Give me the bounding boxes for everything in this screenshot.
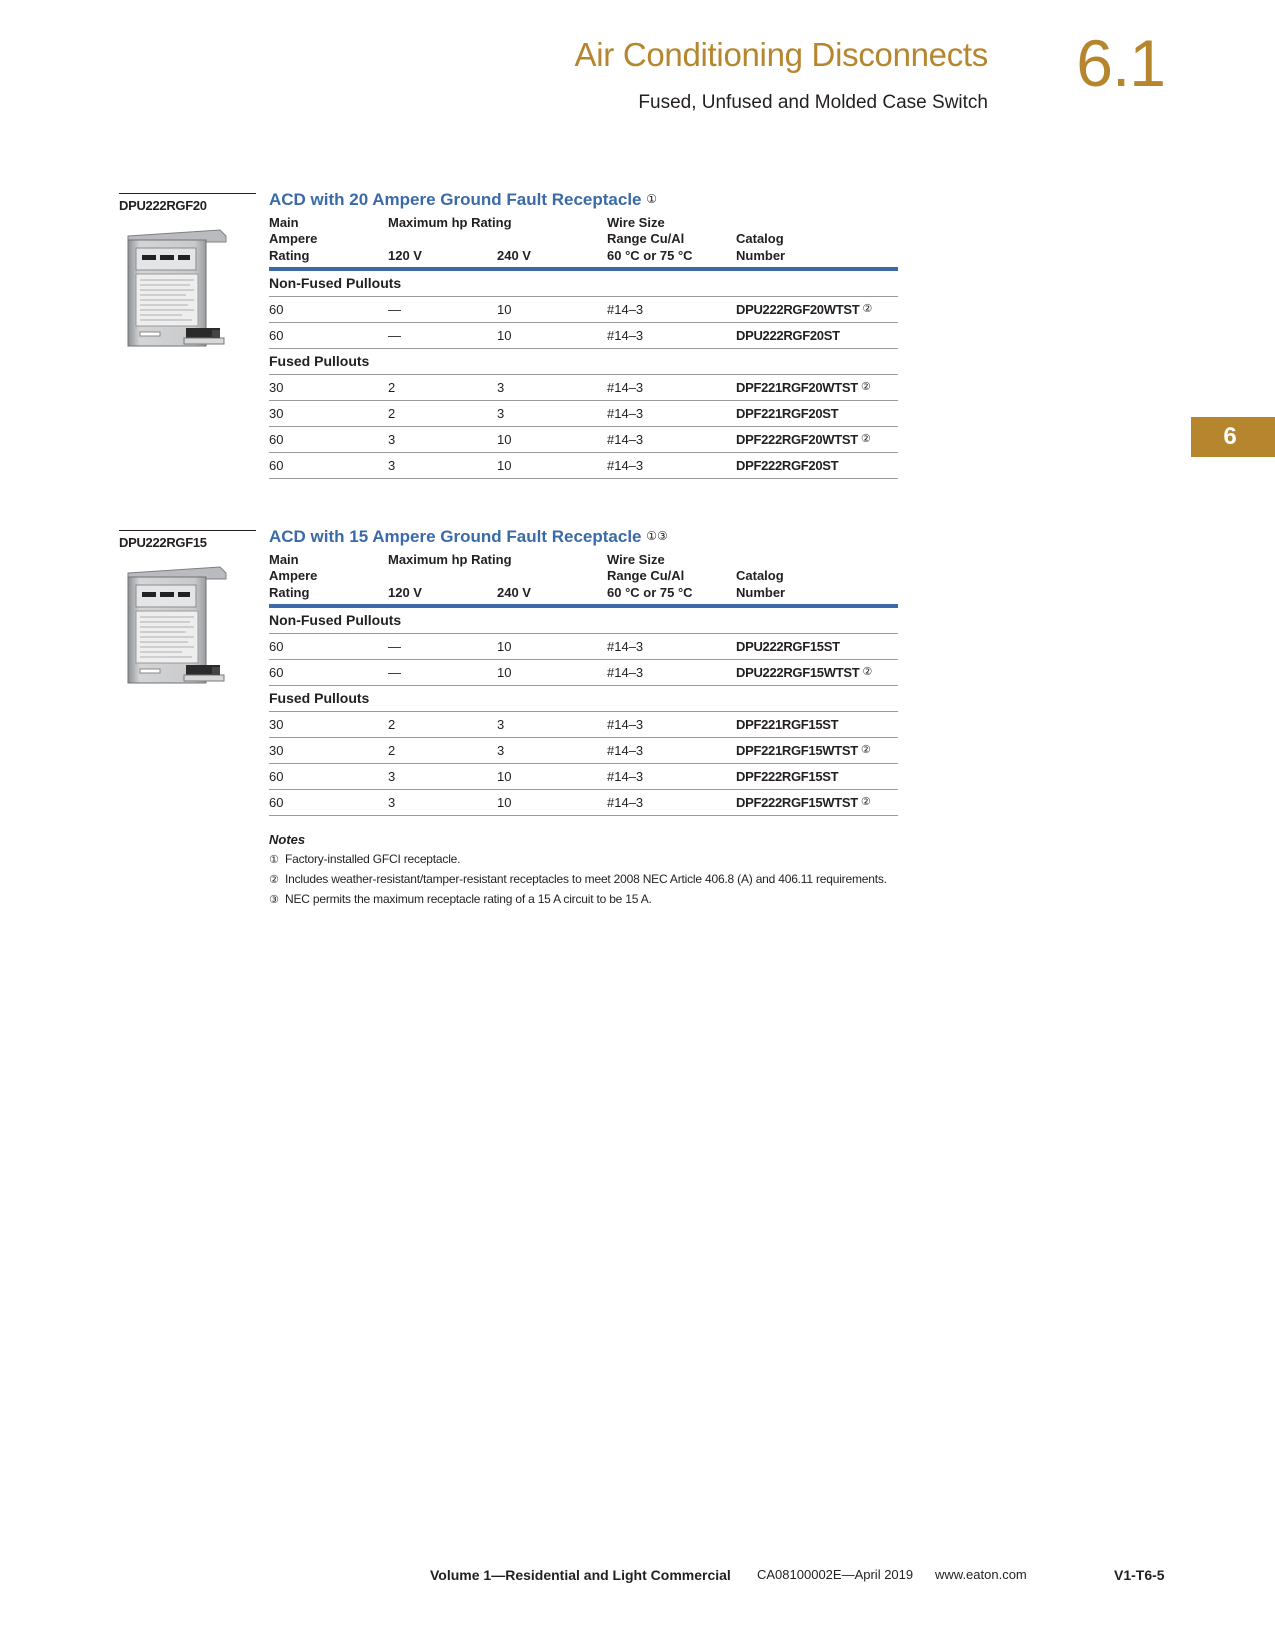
table-row [269,660,898,686]
table-row [269,764,898,790]
cell-ampere-rating: 30 [269,717,284,732]
note-item [269,850,969,870]
col-header-line: 60 °C or 75 °C [607,584,693,600]
col-wire-size [607,552,736,602]
col-max-hp-rating: Maximum hp Rating [388,214,512,230]
cell-hp-120v: 3 [388,795,396,810]
cell-hp-240v: 3 [497,717,505,732]
col-header-line: 120 V [388,247,422,263]
catalog-number-text: DPU222RGF15ST [736,639,840,654]
col-header-line: 240 V [497,584,531,600]
cell-wire-size: #14–3 [607,743,644,758]
table-header [269,212,898,271]
cell-catalog-number [736,297,898,322]
table-row [269,375,898,401]
footnote-mark: ② [862,303,872,315]
cell-hp-240v: 10 [497,302,512,317]
footnote-mark: ② [860,381,871,393]
col-header-line: 120 V [388,584,422,600]
table-row [269,738,898,764]
cell-ampere-rating: 60 [269,665,284,680]
footnote-mark: ③ [269,894,279,906]
cell-hp-240v: 10 [497,458,512,473]
notes-title: Notes [269,832,306,847]
table-row [269,323,898,349]
product-thumbnail [124,565,230,685]
col-header-line: Number [736,584,786,600]
notes-section [269,830,969,910]
cell-wire-size: #14–3 [607,717,644,732]
col-catalog-number [736,231,898,264]
disconnect-switch-image [124,228,230,348]
col-hp-120v [388,551,512,602]
page-subtitle: Fused, Unfused and Molded Case Switch [638,92,988,113]
product-thumbnail [124,228,230,348]
cell-hp-120v: 3 [388,458,396,473]
cell-catalog-number [736,790,898,815]
col-main-ampere-rating [269,215,388,265]
note-text: Factory-installed GFCI receptacle. [285,852,461,866]
cell-wire-size: #14–3 [607,406,644,421]
cell-hp-240v: 3 [497,380,505,395]
cell-hp-240v: 10 [497,639,512,654]
cell-ampere-rating: 60 [269,639,284,654]
cell-ampere-rating: 60 [269,795,284,810]
cell-hp-120v: — [388,302,401,317]
col-header-line: Wire Size [607,551,665,567]
col-header-line: Number [736,247,786,263]
table-group-label: Fused Pullouts [269,349,898,375]
col-header-line: Range Cu/Al [607,568,685,583]
cell-ampere-rating: 30 [269,406,284,421]
cell-wire-size: #14–3 [607,380,644,395]
cell-hp-120v: 2 [388,380,396,395]
col-hp-240v [497,248,607,265]
cell-catalog-number [736,453,898,478]
col-main-ampere-rating [269,552,388,602]
footnote-mark: ① [269,854,279,866]
catalog-number-text: DPF222RGF20WTST [736,432,858,447]
col-header-line: Rating [269,247,310,263]
cell-hp-240v: 10 [497,795,512,810]
cell-hp-240v: 10 [497,432,512,447]
catalog-number-text: DPU222RGF20WTST [736,302,860,317]
footnote-mark: ② [269,874,279,886]
col-header-line: Main [269,214,299,230]
catalog-number-text: DPF222RGF15WTST [736,795,858,810]
cell-hp-240v: 10 [497,665,512,680]
cell-hp-240v: 10 [497,328,512,343]
col-header-line: Wire Size [607,214,665,230]
table-row [269,790,898,816]
cell-catalog-number [736,401,898,426]
col-wire-size [607,215,736,265]
cell-catalog-number [736,427,898,452]
table-row [269,634,898,660]
cell-ampere-rating: 60 [269,769,284,784]
table-title [269,186,898,212]
catalog-number-text: DPF222RGF15ST [736,769,839,784]
note-item [269,890,969,910]
col-header-line: Main [269,551,299,567]
product-side-label: DPU222RGF20 [119,193,256,213]
note-text: NEC permits the maximum receptacle rating of a 15 A circuit to be 15 A. [285,892,652,906]
cell-hp-120v: — [388,665,401,680]
table-row [269,712,898,738]
cell-hp-120v: 2 [388,717,396,732]
col-header-spacer [388,568,497,585]
col-hp-120v [388,214,512,265]
catalog-number-text: DPF221RGF20ST [736,406,839,421]
section-number: 6.1 [1076,26,1165,100]
footnote-mark: ①③ [646,529,668,543]
cell-ampere-rating: 30 [269,743,284,758]
table-group-label: Fused Pullouts [269,686,898,712]
cell-wire-size: #14–3 [607,795,644,810]
footer-website-link[interactable]: www.eaton.com [935,1567,1027,1582]
cell-wire-size: #14–3 [607,432,644,447]
table-row [269,427,898,453]
cell-ampere-rating: 60 [269,302,284,317]
table-title-text: ACD with 20 Ampere Ground Fault Receptacle [269,190,642,209]
note-text: Includes weather-resistant/tamper-resistant receptacles to meet 2008 NEC Article 406.8 (A) and 406.11 requirements. [285,872,887,886]
footer-volume: Volume 1—Residential and Light Commercial [430,1567,731,1583]
footer-doc-number: CA08100002E—April 2019 [757,1567,914,1582]
cell-ampere-rating: 30 [269,380,284,395]
cell-hp-120v: — [388,328,401,343]
cell-hp-240v: 3 [497,743,505,758]
cell-catalog-number [736,738,898,763]
cell-wire-size: #14–3 [607,458,644,473]
cell-hp-120v: 2 [388,743,396,758]
cell-wire-size: #14–3 [607,302,644,317]
footnote-mark: ② [862,666,872,678]
col-header-line: Rating [269,584,310,600]
col-header-line: Catalog [736,568,784,583]
cell-catalog-number [736,764,898,789]
table-group-label: Non-Fused Pullouts [269,271,898,297]
cell-hp-120v: 3 [388,432,396,447]
col-catalog-number [736,568,898,601]
disconnect-switch-image [124,565,230,685]
table-row [269,297,898,323]
cell-catalog-number [736,712,898,737]
col-header-line: Catalog [736,231,784,246]
col-header-line: Ampere [269,568,318,583]
col-header-line: 240 V [497,247,531,263]
cell-hp-120v: 3 [388,769,396,784]
cell-wire-size: #14–3 [607,328,644,343]
table-title [269,523,898,549]
cell-wire-size: #14–3 [607,639,644,654]
table-group-label: Non-Fused Pullouts [269,608,898,634]
col-header-line: 60 °C or 75 °C [607,247,693,263]
col-header-spacer [388,231,497,248]
footnote-mark: ② [860,433,871,445]
product-side-label: DPU222RGF15 [119,530,256,550]
table-header [269,549,898,608]
cell-wire-size: #14–3 [607,665,644,680]
catalog-number-text: DPF221RGF15WTST [736,743,858,758]
catalog-number-text: DPU222RGF20ST [736,328,840,343]
col-hp-240v [497,585,607,602]
footnote-mark: ② [860,744,871,756]
page-title: Air Conditioning Disconnects [574,36,988,73]
catalog-number-text: DPF222RGF20ST [736,458,839,473]
catalog-number-text: DPF221RGF15ST [736,717,839,732]
cell-catalog-number [736,634,898,659]
cell-hp-120v: — [388,639,401,654]
col-header-line: Range Cu/Al [607,231,685,246]
page-footer [0,1567,1275,1589]
cell-catalog-number [736,375,898,400]
col-max-hp-rating: Maximum hp Rating [388,551,512,567]
cell-wire-size: #14–3 [607,769,644,784]
cell-hp-240v: 3 [497,406,505,421]
section-tab[interactable]: 6 [1191,417,1275,457]
product-table [269,523,898,816]
cell-ampere-rating: 60 [269,458,284,473]
catalog-number-text: DPU222RGF15WTST [736,665,860,680]
table-row [269,401,898,427]
note-item [269,870,969,890]
col-header-line: Ampere [269,231,318,246]
table-title-text: ACD with 15 Ampere Ground Fault Receptacle [269,527,642,546]
cell-catalog-number [736,660,898,685]
cell-catalog-number [736,323,898,348]
cell-hp-120v: 2 [388,406,396,421]
cell-hp-240v: 10 [497,769,512,784]
table-row [269,453,898,479]
footnote-mark: ① [646,192,657,206]
cell-ampere-rating: 60 [269,432,284,447]
product-table [269,186,898,479]
footnote-mark: ② [860,796,871,808]
footer-page-number: V1-T6-5 [1114,1567,1165,1583]
catalog-number-text: DPF221RGF20WTST [736,380,858,395]
cell-ampere-rating: 60 [269,328,284,343]
